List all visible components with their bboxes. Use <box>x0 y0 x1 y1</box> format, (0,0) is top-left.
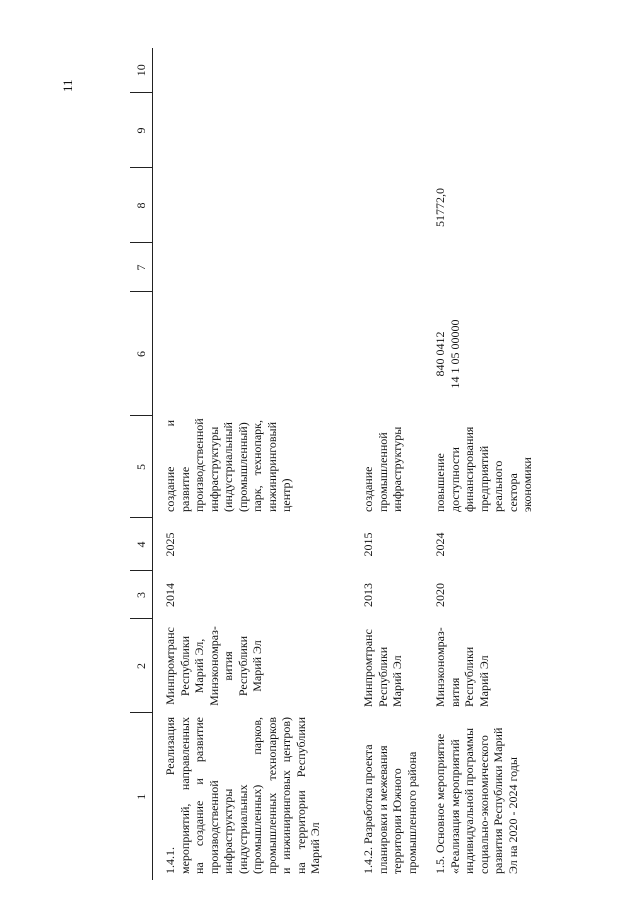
column-header: 9 <box>130 93 153 168</box>
column-header: 7 <box>130 243 153 292</box>
table-row <box>153 48 352 880</box>
column-header: 6 <box>130 292 153 416</box>
activity-cell: 1.4.1. Реализация мероприятий, направленных на создание и развитие производственной инфраструктуры (индустриальных (промышленных) парков, промышленных технопарков и инжиниринговых центров) на территории Республики Марий Эл <box>163 717 322 874</box>
value-cell-9 <box>423 93 577 168</box>
table-row <box>423 48 577 880</box>
value-cell-9 <box>153 93 352 168</box>
budget-code-cell <box>153 292 352 416</box>
executor-cell: Минпромтранс Республики Марий Эл <box>361 629 404 707</box>
result-cell: создание промышленной инфраструктуры <box>361 426 404 512</box>
value-cell-9 <box>351 93 423 168</box>
table-row <box>351 48 423 880</box>
end-year-cell: 2015 <box>361 532 375 557</box>
value-cell-7 <box>153 243 352 292</box>
executor-cell: Минпромтранс Республики Марий Эл, Минэкономраз- вития Республики Марий Эл <box>163 626 264 706</box>
program-activities-table <box>130 48 577 880</box>
end-year-cell: 2024 <box>433 532 447 557</box>
column-header: 4 <box>130 518 153 571</box>
budget-code-cell: 840 0412 14 1 05 00000 <box>433 319 462 389</box>
start-year-cell: 2020 <box>433 583 447 607</box>
column-header: 2 <box>130 619 153 713</box>
start-year-cell: 2014 <box>163 583 177 607</box>
value-cell-10 <box>153 48 352 93</box>
rotated-table-container <box>130 48 550 880</box>
value-cell-7 <box>423 243 577 292</box>
column-header: 10 <box>130 48 153 93</box>
column-header: 5 <box>130 416 153 518</box>
value-cell-8: 51772,0 <box>433 188 447 227</box>
value-cell-7 <box>351 243 423 292</box>
activity-cell: 1.5. Основное мероприятие «Реализация мероприятий индивидуальной программы социально-экономического развития Республики Марий Эл на 2020 - 2024 годы <box>433 727 520 874</box>
activity-cell: 1.4.2. Разработка проекта планировки и межевания территории Южного промышленного района <box>361 744 419 874</box>
page-number: 11 <box>60 79 75 92</box>
result-cell: создание и развитие производственной инфраструктуры (индустриальный (промышленный) парк, технопарк, инжиниринговый центр) <box>163 418 293 512</box>
value-cell-8 <box>153 168 352 243</box>
executor-cell: Минэкономраз- вития Республики Марий Эл <box>433 627 491 707</box>
result-cell: повышение доступности финансирования предприятий реального сектора экономики <box>433 426 534 512</box>
table-header-row <box>130 48 153 880</box>
value-cell-8 <box>351 168 423 243</box>
value-cell-10 <box>351 48 423 93</box>
value-cell-10 <box>423 48 577 93</box>
budget-code-cell <box>351 292 423 416</box>
column-header: 3 <box>130 571 153 619</box>
column-header: 1 <box>130 713 153 880</box>
start-year-cell: 2013 <box>361 583 375 607</box>
column-header: 8 <box>130 168 153 243</box>
end-year-cell: 2025 <box>163 532 177 557</box>
